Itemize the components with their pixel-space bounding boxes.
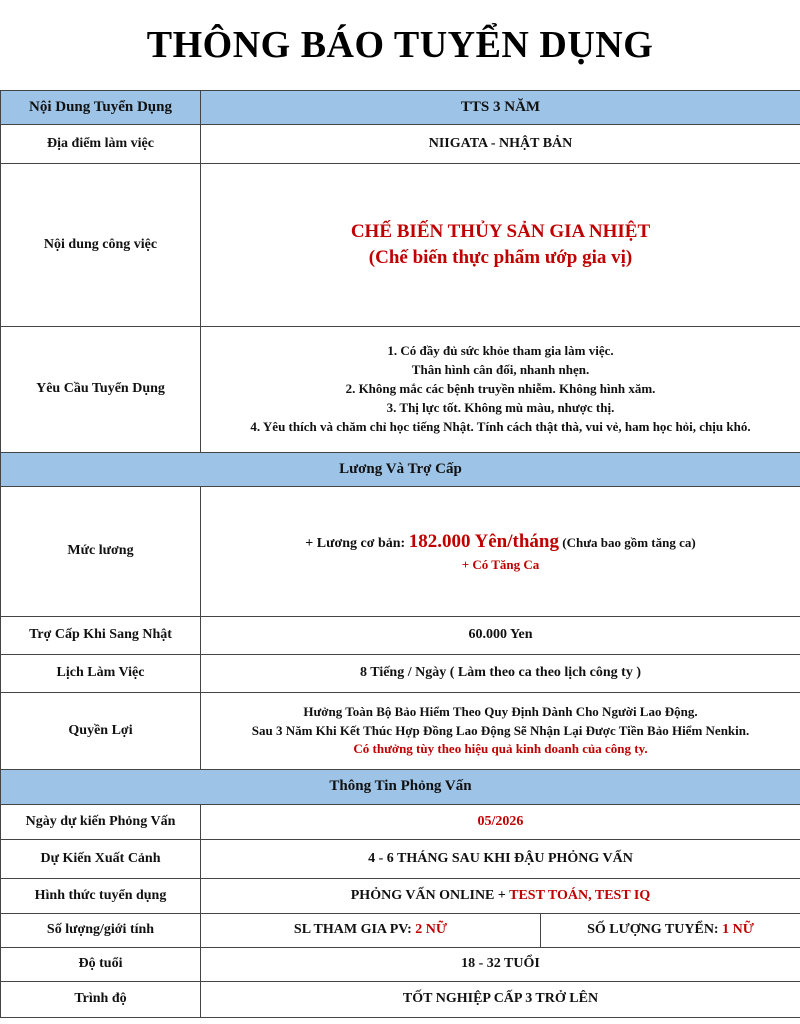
salary-section-row — [1, 453, 800, 487]
header-row — [1, 91, 800, 125]
salary-value — [201, 487, 800, 617]
job-title: CHẾ BIẾN THỦY SẢN GIA NHIỆT — [350, 221, 651, 243]
requirement-line: Thân hình cân đối, nhanh nhẹn. — [411, 362, 590, 378]
education-row — [1, 982, 800, 1018]
schedule-label: Lịch Làm Việc — [1, 655, 201, 693]
interview-date-row — [1, 805, 800, 840]
location-value: NIIGATA - NHẬT BẢN — [201, 125, 800, 164]
interview-date-label: Ngày dự kiến Phỏng Vấn — [1, 805, 201, 840]
job-label: Nội dung công việc — [1, 164, 201, 327]
salary-prefix: + Lương cơ bản: — [305, 536, 409, 552]
benefit-line: Hưởng Toàn Bộ Bảo Hiểm Theo Quy Định Dành Cho Người Lao Động. — [303, 703, 698, 719]
allowance-label: Trợ Cấp Khi Sang Nhật — [1, 617, 201, 655]
format-text: PHỎNG VẤN ONLINE + — [350, 887, 510, 903]
requirement-line: 3. Thị lực tốt. Không mù màu, nhược thị. — [386, 399, 615, 415]
departure-label: Dự Kiến Xuất Cảnh — [1, 840, 201, 879]
education-label: Trình độ — [1, 982, 201, 1018]
schedule-row — [1, 655, 800, 693]
schedule-value: 8 Tiếng / Ngày ( Làm theo ca theo lịch công ty ) — [201, 655, 800, 693]
requirements-value — [201, 327, 800, 453]
quantity-interview — [201, 914, 541, 948]
quantity-row — [1, 914, 800, 948]
job-value — [201, 164, 800, 327]
allowance-value: 60.000 Yen — [201, 617, 800, 655]
format-value — [201, 879, 800, 914]
requirements-label: Yêu Cầu Tuyển Dụng — [1, 327, 201, 453]
overtime-note: + Có Tăng Ca — [461, 556, 540, 572]
benefit-bonus-line: Có thưởng tùy theo hiệu quả kinh doanh của công ty. — [353, 741, 648, 757]
requirement-line: 1. Có đầy đủ sức khỏe tham gia làm việc. — [387, 343, 614, 359]
job-subtitle: (Chế biến thực phẩm ướp gia vị) — [368, 247, 633, 268]
location-label: Địa điểm làm việc — [1, 125, 201, 164]
recruitment-table — [0, 90, 800, 1018]
allowance-row — [1, 617, 800, 655]
benefits-label: Quyền Lợi — [1, 693, 201, 770]
benefits-value — [201, 693, 800, 770]
requirement-line: 4. Yêu thích và chăm chỉ học tiếng Nhật. Tính cách thật thà, vui vẻ, ham học hỏi, chịu khó. — [250, 418, 751, 434]
interview-date-value: 05/2026 — [201, 805, 800, 840]
header-label: Nội Dung Tuyển Dụng — [1, 91, 201, 125]
departure-value: 4 - 6 THÁNG SAU KHI ĐẬU PHỎNG VẤN — [201, 840, 800, 879]
quantity-recruit-prefix: SỐ LƯỢNG TUYỂN: — [587, 922, 723, 938]
quantity-label: Số lượng/giới tính — [1, 914, 201, 948]
salary-section-title: Lương Và Trợ Cấp — [1, 453, 800, 487]
quantity-interview-value: 2 NỮ — [415, 922, 448, 938]
format-label: Hình thức tuyển dụng — [1, 879, 201, 914]
benefits-row — [1, 693, 800, 770]
requirements-row — [1, 327, 800, 453]
salary-line — [205, 528, 796, 556]
job-row — [1, 164, 800, 327]
format-row — [1, 879, 800, 914]
age-value: 18 - 32 TUỔI — [201, 948, 800, 982]
salary-row — [1, 487, 800, 617]
education-value: TỐT NGHIỆP CẤP 3 TRỞ LÊN — [201, 982, 800, 1018]
quantity-recruit-value: 1 NỮ — [722, 922, 754, 938]
quantity-interview-prefix: SL THAM GIA PV: — [293, 922, 416, 938]
header-value: TTS 3 NĂM — [201, 91, 800, 125]
location-row — [1, 125, 800, 164]
quantity-recruit — [541, 914, 800, 948]
requirement-line: 2. Không mắc các bệnh truyền nhiễm. Không hình xăm. — [345, 381, 656, 397]
salary-note: (Chưa bao gồm tăng ca) — [559, 535, 696, 551]
salary-label: Mức lương — [1, 487, 201, 617]
interview-section-row — [1, 770, 800, 805]
page-title: THÔNG BÁO TUYỂN DỤNG — [146, 24, 654, 66]
format-test-text: TEST TOÁN, TEST IQ — [509, 887, 651, 903]
departure-row — [1, 840, 800, 879]
age-row — [1, 948, 800, 982]
salary-amount: 182.000 Yên/tháng — [408, 531, 559, 553]
age-label: Độ tuổi — [1, 948, 201, 982]
interview-section-title: Thông Tin Phỏng Vấn — [1, 770, 800, 805]
benefit-line: Sau 3 Năm Khi Kết Thúc Hợp Đồng Lao Động Sẽ Nhận Lại Được Tiền Bảo Hiểm Nenkin. — [251, 722, 750, 738]
